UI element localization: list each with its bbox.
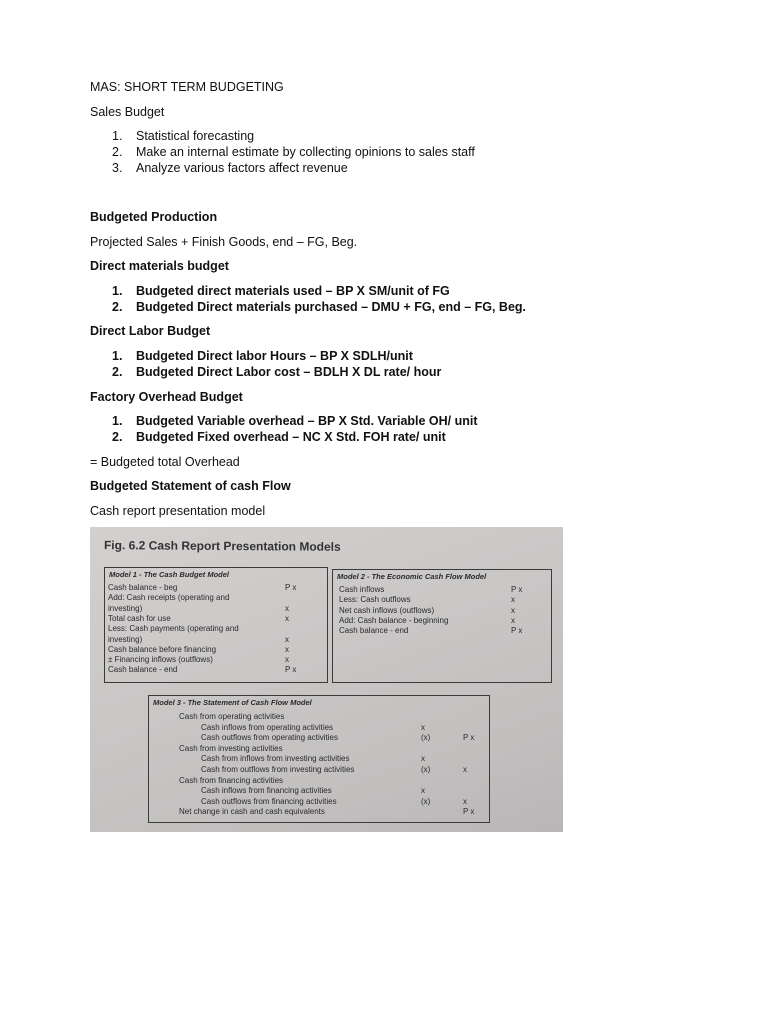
model3-row-total: P x (463, 807, 475, 817)
cash-flow-heading: Budgeted Statement of cash Flow (90, 479, 291, 493)
model3-row-label: Cash outflows from operating activities (201, 733, 338, 743)
model3-row-total: x (463, 765, 467, 774)
doc-title: MAS: SHORT TERM BUDGETING (90, 80, 284, 94)
list-item: 1. Budgeted Direct labor Hours – BP X SDLH/unit (112, 349, 413, 363)
model1-title: Model 1 - The Cash Budget Model (109, 570, 230, 579)
model3-row-value: (x) (421, 796, 431, 806)
model3-row-label: Cash from operating activities (179, 712, 285, 721)
model3-row-value: x (421, 754, 425, 764)
model3-row-label: Cash from outflows from investing activities (201, 765, 355, 774)
model1-row-value: x (285, 655, 289, 665)
production-heading: Budgeted Production (90, 210, 218, 224)
model1-row-label: Less: Cash payments (operating and (108, 624, 239, 634)
model2-row-label: Net cash inflows (outflows) (339, 605, 435, 615)
cash-report-figure-photo (90, 527, 563, 832)
list-item: 2. Budgeted Direct Labor cost – BDLH X DL rate/ hour (112, 365, 442, 379)
model3-row-label: Net change in cash and cash equivalents (179, 807, 325, 817)
model1-row-label: investing) (108, 634, 143, 644)
model1-row-label: ± Financing inflows (outflows) (108, 655, 213, 665)
model1-row-value: x (285, 613, 289, 623)
list-item: 2. Make an internal estimate by collecting opinions to sales staff (112, 145, 475, 159)
model3-row-label: Cash inflows from operating activities (201, 722, 334, 732)
model1-row-value: P x (285, 583, 297, 592)
model1-row-value: x (285, 634, 289, 644)
list-item: 3. Analyze various factors affect revenue (112, 161, 348, 175)
direct-materials-heading: Direct materials budget (90, 259, 229, 273)
model2-title: Model 2 - The Economic Cash Flow Model (337, 572, 487, 581)
model1-row-value: P x (285, 665, 297, 675)
model2-row-label: Less: Cash outflows (339, 595, 411, 605)
list-item: 1. Budgeted direct materials used – BP X SM/unit of FG (112, 284, 450, 298)
model1-row-label: Total cash for use (108, 613, 171, 623)
model1-row-label: Add: Cash receipts (operating and (108, 593, 230, 603)
model1-row-label: Cash balance before financing (108, 644, 217, 654)
model3-row-label: Cash outflows from financing activities (201, 796, 337, 806)
model1-row-label: Cash balance - end (108, 665, 178, 675)
model1-row-value: x (285, 644, 289, 654)
figure-title: Fig. 6.2 Cash Report Presentation Models (103, 538, 341, 554)
model3-row-value: x (421, 786, 425, 796)
model2-row-value: P x (511, 626, 523, 636)
model2-row-label: Add: Cash balance - beginning (339, 615, 449, 625)
list-item: 2. Budgeted Direct materials purchased – DMU + FG, end – FG, Beg. (112, 300, 527, 314)
total-overhead: = Budgeted total Overhead (90, 455, 240, 469)
model2-row-value: P x (511, 585, 523, 594)
list-item: 1. Statistical forecasting (112, 129, 255, 143)
model3-box (148, 695, 490, 823)
model3-row-total: P x (463, 733, 475, 743)
list-item: 2. Budgeted Fixed overhead – NC X Std. FOH rate/ unit (112, 430, 446, 444)
model3-row-value: x (421, 722, 425, 732)
model3-row-total: x (463, 796, 467, 806)
model1-row-label: investing) (108, 603, 143, 613)
model1-row-value: x (285, 603, 289, 613)
model2-row-value: x (511, 615, 515, 625)
model3-row-value: (x) (421, 765, 431, 774)
model2-box (332, 569, 552, 683)
production-formula: Projected Sales + Finish Goods, end – FG, Beg. (90, 235, 358, 249)
model1-row-label: Cash balance - beg (108, 583, 178, 592)
model3-title: Model 3 - The Statement of Cash Flow Model (153, 698, 312, 707)
factory-overhead-heading: Factory Overhead Budget (90, 390, 243, 404)
list-item: 1. Budgeted Variable overhead – BP X Std. Variable OH/ unit (112, 414, 478, 428)
model3-row-label: Cash from investing activities (179, 743, 283, 753)
model2-row-label: Cash inflows (339, 585, 385, 594)
model3-row-label: Cash from financing activities (179, 775, 284, 785)
cash-report-label: Cash report presentation model (90, 504, 266, 518)
model2-row-value: x (511, 605, 515, 615)
model2-row-label: Cash balance - end (339, 626, 409, 636)
model2-row-value: x (511, 595, 515, 605)
sales-budget-heading: Sales Budget (90, 105, 165, 119)
model1-box (104, 567, 328, 683)
direct-labor-heading: Direct Labor Budget (90, 324, 211, 338)
model3-row-value: (x) (421, 733, 431, 743)
model3-row-label: Cash from inflows from investing activities (201, 754, 350, 764)
model3-row-label: Cash inflows from financing activities (201, 786, 332, 796)
